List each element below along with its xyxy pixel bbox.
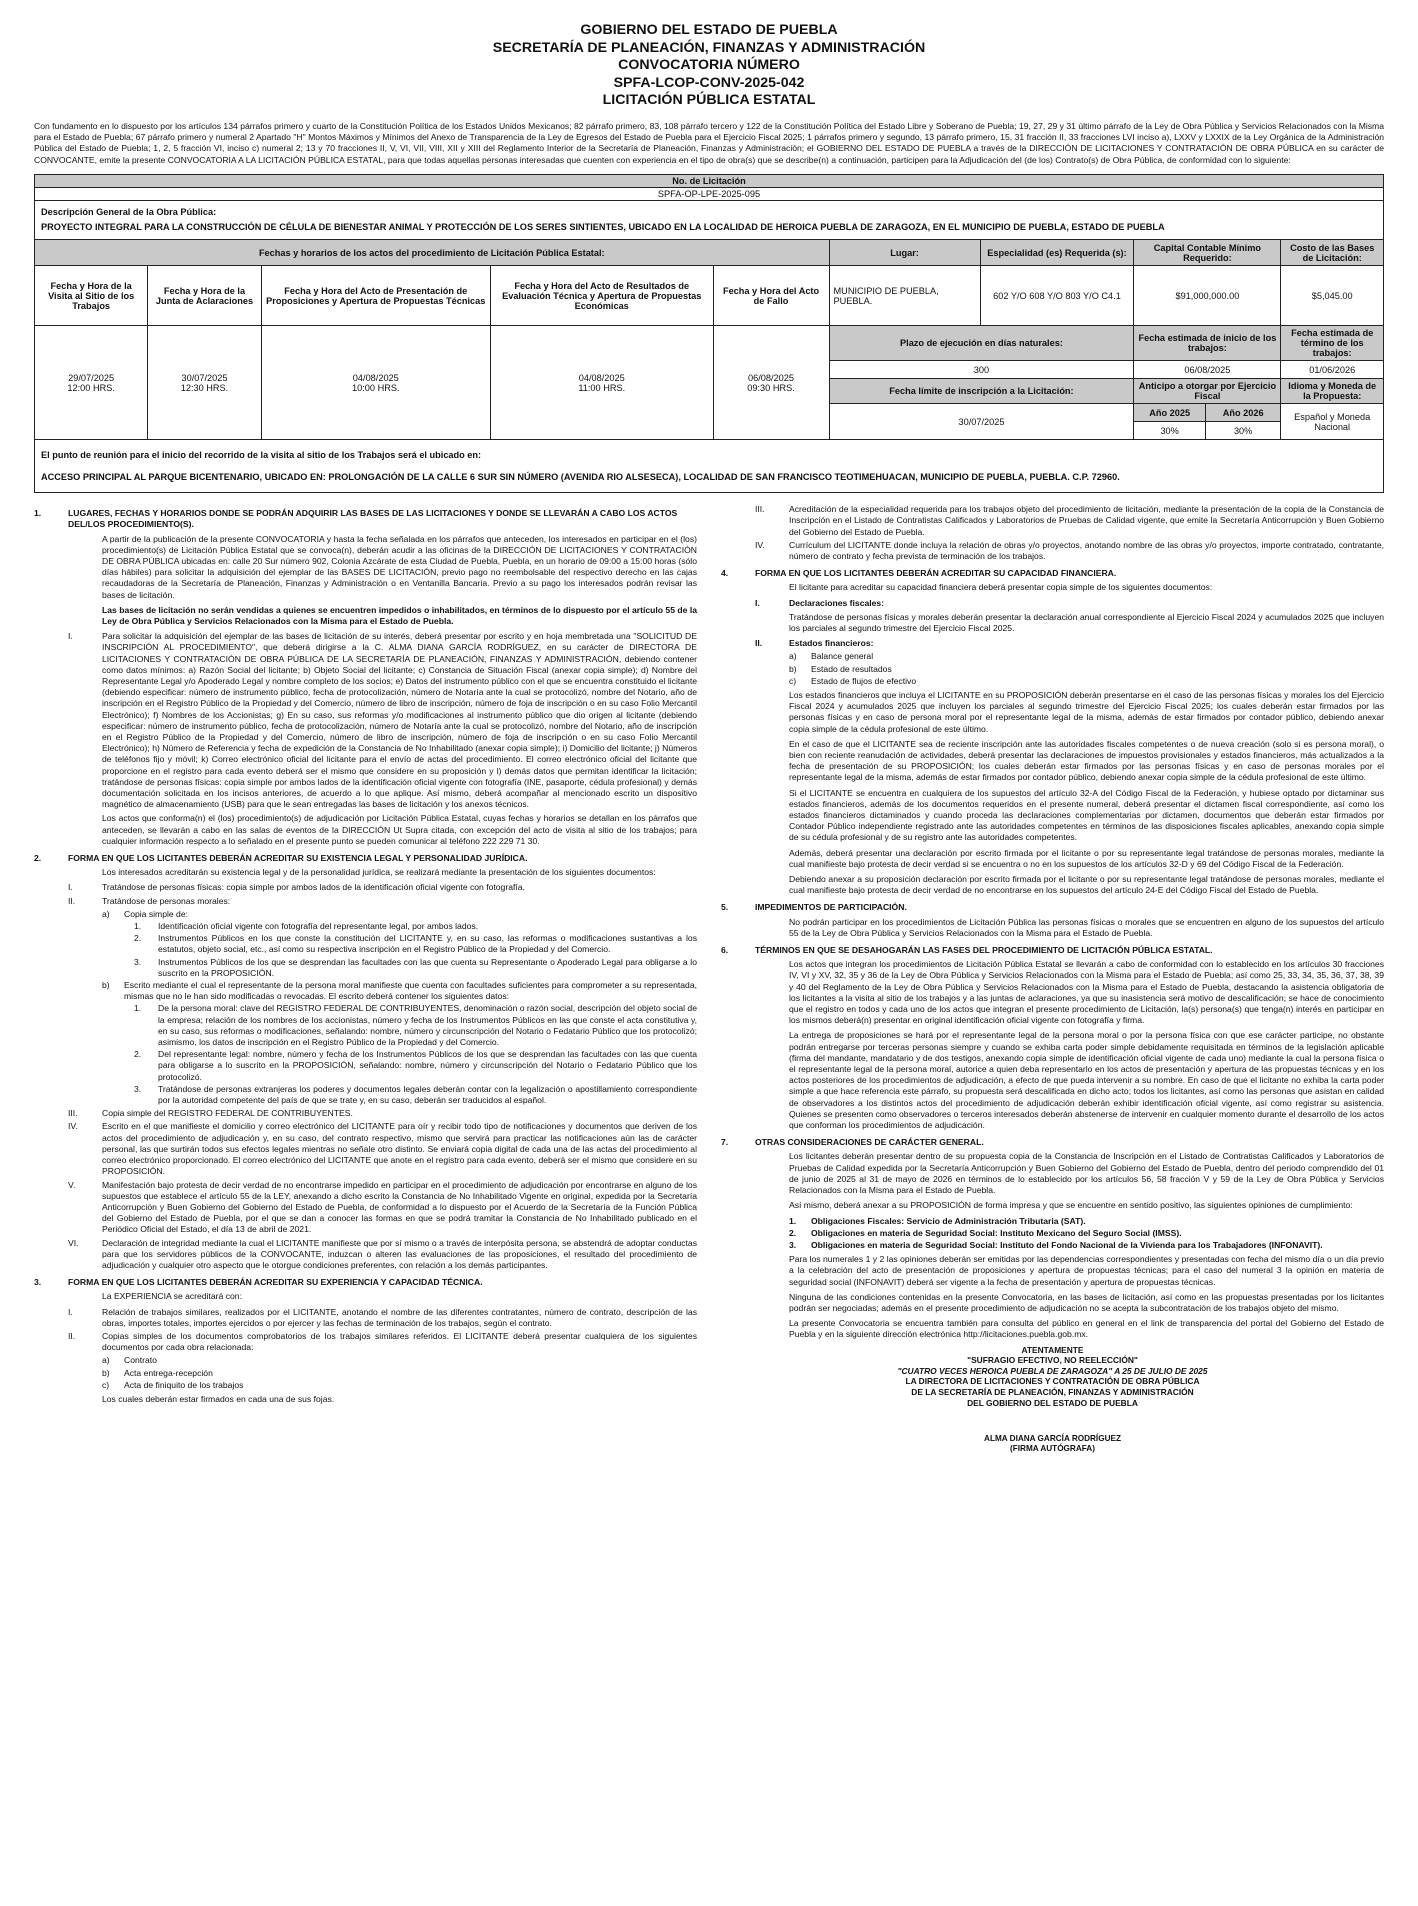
list-item [68,1331,697,1353]
paragraph: Para los numerales 1 y 2 las opiniones deberán ser emitidas por las dependencias correspondientes y presentadas con fecha del mismo día o un día previo a la celebración del acto de presentación de proposiciones y apertura de propuestas técnicas; para el caso del numeral 3 la opinión en materia de seguridad social (INFONAVIT) deberá ser vigente a la fecha de presentación y apertura de propuestas técnicas. [789,1254,1384,1287]
sub-item [789,1240,1384,1251]
section-7-heading [721,1137,1384,1148]
closing-lema: "SUFRAGIO EFECTIVO, NO REELECCIÓN" [967,1355,1138,1366]
section-title: OTRAS CONSIDERACIONES DE CARÁCTER GENERAL. [755,1137,984,1148]
item-number: c) [102,1379,110,1390]
sub-item [134,957,697,979]
resultados-header: Fecha y Hora del Acto de Resultados de Evaluación Técnica y Apertura de Propuestas Económicas [490,266,713,326]
item-text: Balance general [811,651,874,662]
capital-value: $91,000,000.00 [1134,266,1281,326]
sub-item [102,1380,697,1391]
item-text: Acta entrega-recepción [124,1367,213,1378]
reunion-value: ACCESO PRINCIPAL AL PARQUE BICENTENARIO, UBICADO EN: PROLONGACIÓN DE LA CALLE 6 SUR SIN NÚMERO (AVENIDA RIO ALSESECA), LOCALIDAD DE SAN FRANCISCO TEOTIMEHUACAN, MUNICIPIO DE PUEBLA, PUEBLA. C.P. 72960. [41,472,1120,483]
list-item [68,1121,697,1177]
paragraph: Los cuales deberán estar firmados en cada una de sus fojas. [102,1393,335,1404]
presentacion-fecha: 04/08/2025 [352,372,399,383]
no-licitacion-label: No. de Licitación [35,175,1384,188]
list-item [755,504,1384,538]
section-title: FORMA EN QUE LOS LICITANTES DEBERÁN ACREDITAR SU EXISTENCIA LEGAL Y PERSONALIDAD JURÍDICA. [68,853,528,864]
paragraph: Los actos que conforma(n) el (los) procedimiento(s) de adjudicación por Licitación Pública Estatal, cuyas fechas y horarios se detallan en los párrafos que anteceden, se llevarán a cabo en las salas de eventos de la DIRECCIÓN Ut Supra citada, con excepción del acto de visita al sitio de los trabajos; para cualquier información respecto a lo señalado en el presente punto se pueden comunicar al teléfono 222 229 71 30. [102,813,697,846]
descripcion-label: Descripción General de la Obra Pública: [41,207,217,218]
item-text: De la persona moral: clave del REGISTRO FEDERAL DE CONTRIBUYENTES, denominación o razón social, descripción del objeto social de la empresa; relación de los nombres de los accionistas, número y fecha de los Instrumentos Públicos en las que conste el acta constitutiva y, en su caso, sus reformas o modificaciones, señalando: nombre, número y circunscripción del Notario o Fedatario Público que los protocolizó; asimismo, los datos de inscripción en el Registro Público de la Propiedad y del Comercio. [158,1003,697,1048]
section-6-heading [721,945,1384,956]
paragraph: En el caso de que el LICITANTE sea de reciente inscripción ante las autoridades fiscales competentes o de nueva creación (solo si es persona moral), o bien con reciente reanudación de actividades, deberá presentar las declaraciones de impuestos provisionales y estados financieros, más actualizados a la fecha de presentación de su PROPOSICIÓN; los cuales deberán estar firmados por las personas físicas y en caso de personas morales por el representante legal de la misma, además de estar firmados por contador público, debiendo anexar copia simple de la cédula profesional de este último. [789,738,1384,783]
item-text: Tratándose de personas físicas: copia simple por ambos lados de la identificación oficial vigente con fotografía. [102,882,525,893]
lugar-label: Lugar: [829,240,980,266]
item-text: Identificación oficial vigente con fotografía del representante legal, por ambos lados. [158,921,479,932]
header-gobierno: GOBIERNO DEL ESTADO DE PUEBLA [580,22,838,38]
item-number: I. [68,1306,73,1317]
paragraph: Si el LICITANTE se encuentra en cualquiera de los supuestos del artículo 32-A del Código Fiscal de la Federación, y hubiese optado por dictaminar sus estados financieros, además de los documentos requeridos en el presente numeral, deberá presentar el dictamen fiscal correspondiente, así como los estados financieros dictaminados y cuando proceda las declaraciones complementarias por dictamen, documentos que deberán estar firmados por Contador Público independiente registrado ante las autoridades competentes en términos de las disposiciones fiscales aplicables, anexando copia simple de su cédula profesional y de su registro ante las autoridades competentes. [789,787,1384,843]
item-number: II. [68,895,76,906]
item-number: II. [68,1330,76,1341]
closing-secretaria: DE LA SECRETARÍA DE PLANEACIÓN, FINANZAS Y ADMINISTRACIÓN [911,1386,1194,1397]
item-text: Obligaciones en materia de Seguridad Social: Instituto Mexicano del Seguro Social (IMSS). [811,1227,1182,1238]
item-number: b) [789,663,797,674]
presentacion-hora: 10:00 HRS. [352,382,400,393]
item-number: I. [755,597,760,608]
presentacion-cell [261,326,490,440]
anticipo-label: Anticipo a otorgar por Ejercicio Fiscal [1134,379,1281,404]
item-number: a) [102,1355,110,1366]
item-number: 1. [789,1215,797,1226]
section-number: 4. [721,568,729,579]
sub-item [134,933,697,955]
item-text: Manifestación bajo protesta de decir verdad de no encontrarse impedido en participar en el procedimiento de adjudicación por encontrarse en alguno de los supuestos que establece el artículo 55 de la LEY, anexando a dicho escrito la Constancia de No Inhabilitado Vigente en original, expedida por la Secretaría Anticorrupción y Buen Gobierno del Gobierno del Estado de Puebla, de conformidad a lo dispuesto por el Acuerdo de la Secretaría de la Función Pública del Gobierno del Estado de Puebla, por el que se dan a conocer las formas en que se podrá tramitar la Constancia de No Inhabilitado publicado en el Periódico Oficial del Estado, el día 13 de abril de 2021. [102,1179,697,1235]
paragraph: Ninguna de las condiciones contenidas en la presente Convocatoria, en las bases de licitación, así como en las propuestas presentadas por los licitantes podrán ser negociadas; además en el presente procedimiento de adjudicación no se acepta la subcontratación de los trabajos objeto del mismo. [789,1291,1384,1313]
section-number: 3. [34,1277,42,1288]
presentacion-header: Fecha y Hora del Acto de Presentación de Proposiciones y Apertura de Propuestas Técnicas [261,266,490,326]
closing-cargo: LA DIRECTORA DE LICITACIONES Y CONTRATACIÓN DE OBRA PÚBLICA [905,1376,1200,1387]
idioma-label: Idioma y Moneda de la Propuesta: [1281,379,1384,404]
item-text: Currículum del LICITANTE donde incluya la relación de obras y/o proyectos, anotando nombre de las obras y/o proyectos, importe contratado, contratante, número de contrato y fecha prevista de terminación de los trabajos. [789,539,1384,561]
section-number: 7. [721,1137,729,1148]
item-number: III. [68,1108,78,1119]
anio-2025-label: Año 2025 [1134,404,1205,422]
item-text: Instrumentos Públicos en los que conste la constitución del LICITANTE y, en su caso, las reformas o modificaciones sustantivas a los estatutos, objeto social, etc., así como su respectiva inscripción en el Registro Público de la Propiedad y del Comercio. [158,933,697,955]
list-item [755,540,1384,562]
list-item [68,882,697,893]
section-title: LUGARES, FECHAS Y HORARIOS DONDE SE PODRÁN ADQUIRIR LAS BASES DE LAS LICITACIONES Y DONDE SE LLEVARÁN A CABO LOS ACTOS DEL/LOS PROCEDIMIENTO(S). [68,508,678,530]
closing-fecha: "CUATRO VECES HEROICA PUEBLA DE ZARAGOZA" A 25 DE JULIO DE 2025 [897,1365,1208,1376]
visita-cell [35,326,148,440]
paragraph: Los actos que integran los procedimientos de Licitación Pública Estatal se llevarán a cabo de conformidad con lo establecido en los artículos 30 fracciones IV, VI y XV, 32, 35 y 36 de la Ley de Obra Pública y Servicios Relacionados con la Misma para el Estado de Puebla; así como 25, 33, 34, 35, 36, 37, 38, 39 y 40 del Reglamento de la Ley de Obra Pública y Servicios Relacionados con la Misma para el Estado de Puebla, destacando la asistencia obligatoria de los licitantes a la visita al sitio de los trabajos y a las juntas de aclaraciones, ya que su inasistencia será motivo de descalificación; se hace de conocimiento que el registro en todos y cada uno de los actos que integran el presente procedimiento de Licitación, la(s) persona(s) que tenga(n) interés en participar en los mismos deberá(n) presentar en original identificación oficial vigente con fotografía y firma. [789,959,1384,1026]
item-number: b) [102,980,110,991]
right-column [721,502,1384,1454]
no-licitacion-value: SPFA-OP-LPE-2025-095 [35,188,1384,201]
paragraph: Las bases de licitación no serán vendidas a quienes se encuentren impedidos o inhabilitados, en términos de lo dispuesto por el artículo 55 de la Ley de Obra Pública y Servicios Relacionados con la Misma para el Estado de Puebla. [102,604,697,626]
sub-item [789,651,1384,662]
closing-atentamente: ATENTAMENTE [1021,1344,1084,1355]
intro-paragraph: Con fundamento en lo dispuesto por los artículos 134 párrafos primero y cuarto de la Constitución Política de los Estados Unidos Mexicanos; 82 párrafo primero, 83, 108 párrafo tercero y 122 de la Constitución Política del Estado Libre y Soberano de Puebla; 19, 27, 29 y 31 último párrafo de la Ley de Obra Pública y Servicios Relacionados con la Misma para el Estado de Puebla; 67 párrafo primero y numeral 2 Apartado "H" Montos Máximos y Mínimos del Anexo de Transparencia de la Ley de Egresos del Estado de Puebla para el Ejercicio Fiscal 2025; 1 párrafos primero y segundo, 13 párrafo primero, 15, 31 fracción II, 33 fracciones LVI inciso a), LXXV y LXXIX de la Ley Orgánica de la Administración Pública del Estado de Puebla; 1, 2, 5 fracción VI, inciso c) numeral 2; 13 y 70 fracciones II, V, VI, VII, VIII, XII y XIII del Reglamento Interior de la Secretaría de Planeación, Finanzas y Administración; el GOBIERNO DEL ESTADO DE PUEBLA a través de la DIRECCIÓN DE LICITACIONES Y CONTRATACIÓN DE OBRA PÚBLICA en su carácter de CONVOCANTE, emite la presente CONVOCATORIA A LA LICITACIÓN PÚBLICA ESTATAL, para que todas aquellas personas interesadas que cuenten con experiencia en el tipo de obra(s) que se describe(n) a continuación, participen para la Adjudicación del (de los) Contrato(s) de Obra Pública, de conformidad con lo siguiente: [34,120,1384,165]
header-numero: SPFA-LCOP-CONV-2025-042 [613,74,805,91]
item-text: Instrumentos Públicos de los que se desprendan las facultades con las que cuenta su Representante o Apoderado Legal para obligarse a lo suscrito en la PROPOSICIÓN. [158,956,697,978]
item-text: Estados financieros: [789,638,874,649]
fallo-cell [713,326,829,440]
junta-hora: 12:30 HRS. [180,382,229,393]
paragraph: La entrega de proposiciones se hará por el representante legal de la persona moral o por la persona física con que ese carácter participe, no obstante podrán entregarse por terceras personas siempre y cuando se exhiba carta poder simple debidamente requisitada en términos de la legislación aplicable (firma del mandante, mandatario y de dos testigos, anexando copia simple de identificación oficial vigente de cada uno) mediante la cual la persona física o el representante legal de la persona moral, autorice a quien deba representarlo en los actos de presentación y apertura de las propuestas técnicas y en los actos posteriores de los procedimientos de adjudicación, a efecto de que pueda intervenir a su nombre. En caso de que el licitante no exhiba la carta poder simple a que hace referencia este párrafo, su propuesta será descalificada en dicho acto; todos los licitantes, así como las personas que asistan en calidad de observadores a los distintos actos del procedimiento de adjudicación deberán exhibir identificación oficial vigente, así como registrar su asistencia. Quienes se presenten como observadores o terceros interesados deberán abstenerse de intervenir en cualquier momento durante el desarrollo de los actos que conforman los procedimientos de adjudicación. [789,1030,1384,1131]
sub-item [134,1084,697,1106]
reunion-label: El punto de reunión para el inicio del recorrido de la visita al sitio de los Trabajos será el ubicado en: [41,450,482,461]
capital-label: Capital Contable Mínimo Requerido: [1134,240,1281,266]
item-number: 1. [134,1003,142,1014]
item-number: IV. [755,539,765,550]
section-number: 5. [721,902,729,913]
anio-2026-label: Año 2026 [1205,404,1281,422]
item-number: V. [68,1179,76,1190]
item-text: Estado de resultados [811,663,892,674]
left-column [34,502,697,1454]
junta-fecha: 30/07/2025 [181,372,228,383]
paragraph: No podrán participar en los procedimientos de Licitación Pública las personas físicas o morales que se encuentren en alguno de los supuestos del artículo 55 de la Ley de Obra Pública y Servicios Relacionados con la Misma para el Estado de Puebla. [789,916,1384,938]
item-number: 2. [789,1227,797,1238]
fecha-termino-value: 01/06/2026 [1281,361,1384,379]
document-header [34,22,1384,110]
visita-header: Fecha y Hora de la Visita al Sitio de los Trabajos [35,266,148,326]
sub-item [134,1049,697,1083]
item-number: 2. [134,933,142,944]
item-number: a) [789,651,797,662]
junta-header: Fecha y Hora de la Junta de Aclaraciones [148,266,261,326]
section-title: TÉRMINOS EN QUE SE DESAHOGARÁN LAS FASES DEL PROCEDIMIENTO DE LICITACIÓN PÚBLICA ESTATAL. [755,945,1213,956]
sub-item [102,909,697,920]
sub-item [102,1355,697,1366]
item-text: Relación de trabajos similares, realizados por el LICITANTE, anotando el nombre de las diferentes contratantes, número de contrato, descripción de las obras, importes totales, importes ejercidos o por ejercer y las fechas de terminación de los trabajos, según el contrato. [102,1306,697,1328]
item-text: Escrito en el que manifieste el domicilio y correo electrónico del LICITANTE para oír y recibir todo tipo de notificaciones y documentos que deriven de los actos del procedimiento de adjudicación y, en su caso, del contrato respectivo, mismo que servirá para practicar las notificaciones aún las de carácter personal, las que surtirán todos sus efectos legales mientras no señale otro distinto. Se enviará copia digital de cada una de las actas del procedimiento al correo electrónico proporcionado. El correo electrónico del LICITANTE que anote en el registro para cada evento, deberá ser el mismo que considere en su PROPOSICIÓN. [102,1121,697,1177]
list-item [755,598,1384,609]
item-number: 1. [134,921,142,932]
especialidad-label: Especialidad (es) Requerida (s): [980,240,1134,266]
item-number: II. [755,638,763,649]
especialidad-value: 602 Y/O 608 Y/O 803 Y/O C4.1 [980,266,1134,326]
item-text: Estado de flujos de efectivo [811,675,917,686]
section-4-heading [721,568,1384,579]
item-number: b) [102,1367,110,1378]
list-item [68,1108,697,1119]
item-text: Declaración de integridad mediante la cual el LICITANTE manifieste que por sí mismo o a través de interpósita persona, se abstendrá de adoptar conductas para que los servidores públicos de la CONVOCANTE, induzcan o alteren las evaluaciones de las proposiciones, el resultado del procedimiento de adjudicación y cualquier otro aspecto que le otorgue condiciones preferentes, con relación a los demás participantes. [102,1237,697,1270]
item-number: a) [102,908,110,919]
paragraph: La presente Convocatoria se encuentra también para consulta del público en general en el link de transparencia del portal del Gobierno del Estado de Puebla y en la siguiente dirección electrónica http://licitaciones.puebla.gob.mx. [789,1318,1384,1340]
item-number: I. [68,882,73,893]
item-number: 3. [789,1239,797,1250]
paragraph: Tratándose de personas físicas y morales deberán presentar la declaración anual correspondiente al Ejercicio Fiscal 2024 y acumulados 2025 que incluyen los parciales al segundo trimestre del Ejercicio Fiscal 2025. [789,611,1384,633]
section-1-heading [34,508,697,530]
sub-item [134,1003,697,1048]
section-title: IMPEDIMENTOS DE PARTICIPACIÓN. [755,902,907,913]
signature-note: (FIRMA AUTÓGRAFA) [1010,1444,1095,1454]
fecha-termino-label: Fecha estimada de término de los trabajos: [1281,326,1384,361]
item-number: 3. [134,1083,142,1094]
visita-hora: 12:00 HRS. [67,382,115,393]
sub-item [789,664,1384,675]
signature-block [721,1434,1384,1454]
header-convocatoria: CONVOCATORIA NÚMERO [618,57,800,73]
item-text: Copia simple del REGISTRO FEDERAL DE CONTRIBUYENTES. [102,1108,353,1119]
anticipo-2025-value: 30% [1134,422,1205,440]
plazo-value: 300 [829,361,1134,379]
paragraph: Los estados financieros que incluya el LICITANTE en su PROPOSICIÓN deberán presentarse en el caso de las personas físicas y morales los del Ejercicio Fiscal 2024 y acumulados 2025 que incluyen los parciales al segundo trimestre del Ejercicio Fiscal 2025; los cuales deberán estar firmados por las personas físicas y en caso de persona moral por el representante legal de la misma, además de estar firmados por contador público, debiendo anexar copia simple de la cédula profesional de este último. [789,689,1384,734]
fecha-inicio-label: Fecha estimada de inicio de los trabajos: [1134,326,1281,361]
item-number: III. [755,504,765,515]
item-number: IV. [68,1121,78,1132]
sub-item [102,1368,697,1379]
lugar-value: MUNICIPIO DE PUEBLA, PUEBLA. [829,266,980,326]
closing-gobierno: DEL GOBIERNO DEL ESTADO DE PUEBLA [967,1397,1138,1408]
sub-item [102,980,697,1002]
section-number: 6. [721,945,729,956]
paragraph: La EXPERIENCIA se acreditará con: [102,1291,242,1302]
item-text: Tratándose de personas extranjeras los poderes y documentos legales deberán contar con la legalización o apostillamiento correspondiente por la autoridad competente del país de que se trate y, en su caso, deberán ser traducidos al español. [158,1083,697,1106]
list-item [68,1307,697,1329]
paragraph: El licitante para acreditar su capacidad financiera deberá presentar copia simple de los siguientes documentos: [789,582,1213,593]
section-number: 2. [34,853,42,864]
section-3-heading [34,1277,697,1288]
paragraph: A partir de la publicación de la presente CONVOCATORIA y hasta la fecha señalada en los párrafos que anteceden, los interesados en participar en el (los) procedimiento(s) de Licitación Pública Estatal que se convoca(n), deberán acudir a las oficinas de la DIRECCIÓN DE LICITACIONES Y CONTRATACIÓN DE OBRA PÚBLICA ubicadas en: calle 20 Sur número 902, Colonia Azcárate de esta Ciudad de Puebla, Puebla, en un horario de 09:00 a 15:00 horas (sólo días hábiles) para solicitar la adquisición del ejemplar de las BASES DE LICITACIÓN, previo pago no reembolsable del respectivo derecho en las cajas recaudadoras de la Secretaría de Planeación, Finanzas y Administración o en Ventanilla Bancaria. Previo a su pago los interesados podrán revisar las bases de licitación. [102,533,697,600]
fallo-hora: 09:30 HRS. [747,382,795,393]
item-number: c) [789,675,797,686]
item-text: Acreditación de la especialidad requerida para los trabajos objeto del procedimiento de licitación, mediante la presentación de la copia de la Constancia de Inscripción en el Listado de Contratistas Calificados y Laboratorios de Pruebas de Calidad vigente, que emite la Secretaría Anticorrupción y Buen Gobierno del Gobierno del Estado de Puebla. [789,504,1384,537]
sub-item [789,1216,1384,1227]
section-number: 1. [34,508,42,519]
item-text: Copias simples de los documentos comprobatorios de los trabajos similares referidos. El LICITANTE deberá presentar cualquiera de los siguientes documentos por cada obra relacionada: [102,1330,697,1353]
item-number: 3. [134,956,142,967]
resultados-hora: 11:00 HRS. [578,382,626,393]
fallo-header: Fecha y Hora del Acto de Fallo [713,266,829,326]
sub-item [134,921,697,932]
closing-block [721,1345,1384,1409]
section-title: FORMA EN QUE LOS LICITANTES DEBERÁN ACREDITAR SU EXPERIENCIA Y CAPACIDAD TÉCNICA. [68,1277,483,1288]
paragraph: Debiendo anexar a su proposición declaración por escrito firmada por el licitante o por su representante legal tratándose de personas morales, mediante el cual manifieste bajo protesta de decir verdad de no encontrarse en los supuestos del artículo 24-E del Código Fiscal del Estado de Puebla. [789,874,1384,896]
item-text: Escrito mediante el cual el representante de la persona moral manifieste que cuenta con facultades suficientes para comprometer a su representada, mismas que no le han sido modificadas o revocadas. El escrito deberá contener los siguientes datos: [124,980,697,1002]
resultados-fecha: 04/08/2025 [578,372,625,383]
section-title: FORMA EN QUE LOS LICITANTES DEBERÁN ACREDITAR SU CAPACIDAD FINANCIERA. [755,568,1117,579]
item-text: Contrato [124,1355,157,1366]
paragraph: Así mismo, deberá anexar a su PROPOSICIÓN de forma impresa y que se encuentre en sentido positivo, las siguientes opiniones de cumplimiento: [789,1200,1353,1211]
junta-cell [148,326,261,440]
resultados-cell [490,326,713,440]
licitacion-table [34,174,1384,493]
item-text: Declaraciones fiscales: [789,597,885,608]
item-number: 2. [134,1049,142,1060]
visita-fecha: 29/07/2025 [68,372,115,383]
paragraph: Los licitantes deberán presentar dentro de su propuesta copia de la Constancia de Inscripción en el Listado de Contratistas Calificados y Laboratorios de Pruebas de Calidad expedida por la Secretaría Anticorrupción y Buen Gobierno del Gobierno del Estado de Puebla, dentro del periodo comprendido del 01 de junio de 2025 al 31 de mayo de 2026 en términos de lo establecido por los artículos 56, 58 fracción V y 59 de la Ley de Obra Pública y Servicios Relacionados con la Misma para el Estado de Puebla. [789,1151,1384,1196]
sub-item [789,676,1384,687]
item-text: Tratándose de personas morales: [102,895,231,906]
list-item [68,1180,697,1236]
item-text: Acta de finiquito de los trabajos [124,1379,244,1390]
item-text: Para solicitar la adquisición del ejemplar de las bases de licitación de su interés, deberá presentar por escrito y en hoja membretada una "SOLICITUD DE INSCRIPCIÓN AL PROCEDIMIENTO", que deberá dirigirse a la C. ALMA DIANA GARCÍA RODRÍGUEZ, en su carácter de DIRECTORA DE LICITACIONES Y CONTRATACIÓN DE OBRA PÚBLICA DE LA SECRETARÍA DE PLANEACIÓN, FINANZAS Y ADMINISTRACIÓN, debiendo contener como datos mínimos: a) Razón Social del licitante; b) Objeto Social del licitante; c) Constancia de Situación Fiscal (anexar copia simple); d) Nombre del Representante Legal y/o Apoderado Legal y nombre completo de los socios; e) Datos del instrumento público con el que se encuentra constituido el licitante (debiendo especificar: número de instrumento público, fecha de protocolización, número de Notaría ante la cual se protocolizó, nombre del Notario, año de inscripción en el Registro Público de la Propiedad y del Comercio, número de libro de inscripción, número de foja de inscripción o en su caso Folio Mercantil Electrónico); f) Nombres de los Accionistas; g) En su caso, sus reformas y/o modificaciones al instrumento público que dio origen al licitante (debiendo especificar: número de instrumento público, fecha de protocolización, número de Notaría ante la cual se protocolizó, nombre del Notario, año de inscripción en el Registro Público de la Propiedad y del Comercio, número de libro de inscripción, número de foja de inscripción o en su caso Folio Mercantil Electrónico); h) Número de Referencia y fecha de expedición de la Constancia de No Inhabilitado (anexar copia simple); i) Domicilio del licitante; j) Números de teléfonos fijo y móvil; k) Correo electrónico oficial del licitante para el envío de actas del procedimiento. El correo electrónico oficial del licitante que proporcione en el registro para cada evento deberá ser el mismo que considere en su proposición y l) demás datos que permitan identificar la licitación; tratándose de personas físicas: copia simple por ambos lados de la identificación oficial vigente con fotografía (INE, pasaporte, cédula profesional) y demás documentación solicitada en los incisos anteriores, de acuerdo a lo que aplique. Así mismo, deberá acompañar al mencionado escrito un dispositivo magnético de almacenamiento (USB) para que le sean entregadas las bases de licitación y los anexos técnicos. [102,631,697,810]
fecha-inicio-value: 06/08/2025 [1134,361,1281,379]
signature-name: ALMA DIANA GARCÍA RODRÍGUEZ [984,1434,1121,1444]
section-2-heading [34,853,697,864]
sub-item [789,1228,1384,1239]
header-secretaria: SECRETARÍA DE PLANEACIÓN, FINANZAS Y ADMINISTRACIÓN [492,39,926,56]
list-item [68,631,697,810]
item-number: VI. [68,1237,79,1248]
item-text: Obligaciones Fiscales: Servicio de Administración Tributaria (SAT). [811,1215,1086,1226]
plazo-label: Plazo de ejecución en días naturales: [829,326,1134,361]
list-item [755,638,1384,649]
item-number: I. [68,631,73,642]
limite-label: Fecha límite de inscripción a la Licitación: [829,379,1134,404]
item-text: Copia simple de: [124,908,189,919]
anticipo-2026-value: 30% [1205,422,1281,440]
descripcion-value: PROYECTO INTEGRAL PARA LA CONSTRUCCIÓN DE CÉLULA DE BIENESTAR ANIMAL Y PROTECCIÓN DE LOS SERES SINTIENTES, UBICADO EN LA LOCALIDAD DE HEROICA PUEBLA DE ZARAGOZA, EN EL MUNICIPIO DE PUEBLA, ESTADO DE PUEBLA [41,222,1165,233]
fallo-fecha: 06/08/2025 [748,372,795,383]
costo-label: Costo de las Bases de Licitación: [1281,240,1384,266]
costo-value: $5,045.00 [1281,266,1384,326]
paragraph: Los interesados acreditarán su existencia legal y de la personalidad jurídica, se realizará mediante la presentación de los siguientes documentos: [102,867,656,878]
header-tipo: LICITACIÓN PÚBLICA ESTATAL [602,92,816,108]
paragraph: Además, deberá presentar una declaración por escrito firmada por el licitante o por su representante legal tratándose de personas morales, mediante la cual manifieste bajo protesta de decir verdad si se encuentra o no en los supuestos de los artículos 32-D y 69 del Código Fiscal de la Federación. [789,847,1384,869]
fechas-label: Fechas y horarios de los actos del procedimiento de Licitación Pública Estatal: [35,240,830,266]
list-item [68,1238,697,1272]
item-text: Del representante legal: nombre, número y fecha de los Instrumentos Públicos de los que se desprendan las facultades con las que cuenta para obligarse a lo suscrito en la PROPOSICIÓN, señalando: nombre, número y circunscripción del Notario o Fedatario Público que los protocolizó. [158,1049,697,1082]
idioma-value: Español y Moneda Nacional [1281,404,1384,440]
limite-value: 30/07/2025 [829,404,1134,440]
list-item [68,896,697,907]
item-text: Obligaciones en materia de Seguridad Social: Instituto del Fondo Nacional de la Vivienda para los Trabajadores (INFONAVIT). [811,1239,1323,1250]
section-5-heading [721,902,1384,913]
